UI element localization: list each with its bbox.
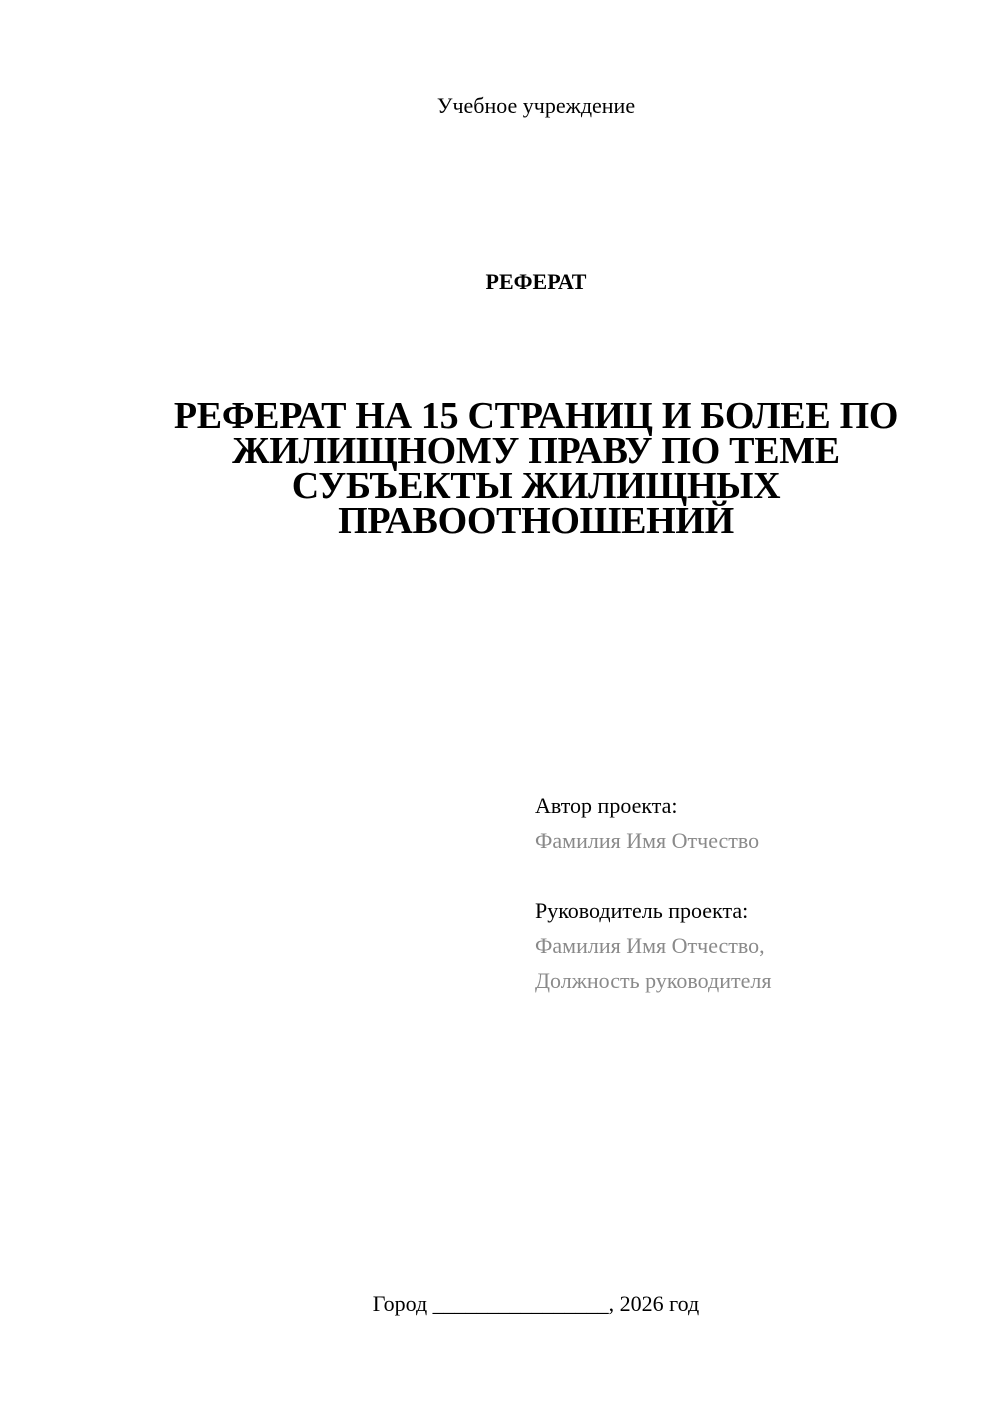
supervisor-position: Должность руководителя xyxy=(535,968,772,993)
document-title-line: ПРАВООТНОШЕНИЙ xyxy=(338,500,734,542)
author-name: Фамилия Имя Отчество xyxy=(535,828,760,853)
document-title-line: СУБЪЕКТЫ ЖИЛИЩНЫХ xyxy=(291,465,781,507)
document-title-line: РЕФЕРАТ НА 15 СТРАНИЦ И БОЛЕЕ ПО xyxy=(173,395,899,437)
city-year-line: Город ________________, 2026 год xyxy=(372,1291,700,1316)
supervisor-label: Руководитель проекта: xyxy=(535,898,749,923)
info-spacer xyxy=(535,858,975,893)
supervisor-name: Фамилия Имя Отчество, xyxy=(535,933,765,958)
author-label: Автор проекта: xyxy=(535,793,678,818)
institution-name: Учебное учреждение xyxy=(436,93,636,118)
project-info-block xyxy=(535,788,975,998)
document-title xyxy=(150,395,922,542)
document-title-line: ЖИЛИЩНОМУ ПРАВУ ПО ТЕМЕ xyxy=(232,430,840,472)
document-type-label: РЕФЕРАТ xyxy=(485,269,587,294)
